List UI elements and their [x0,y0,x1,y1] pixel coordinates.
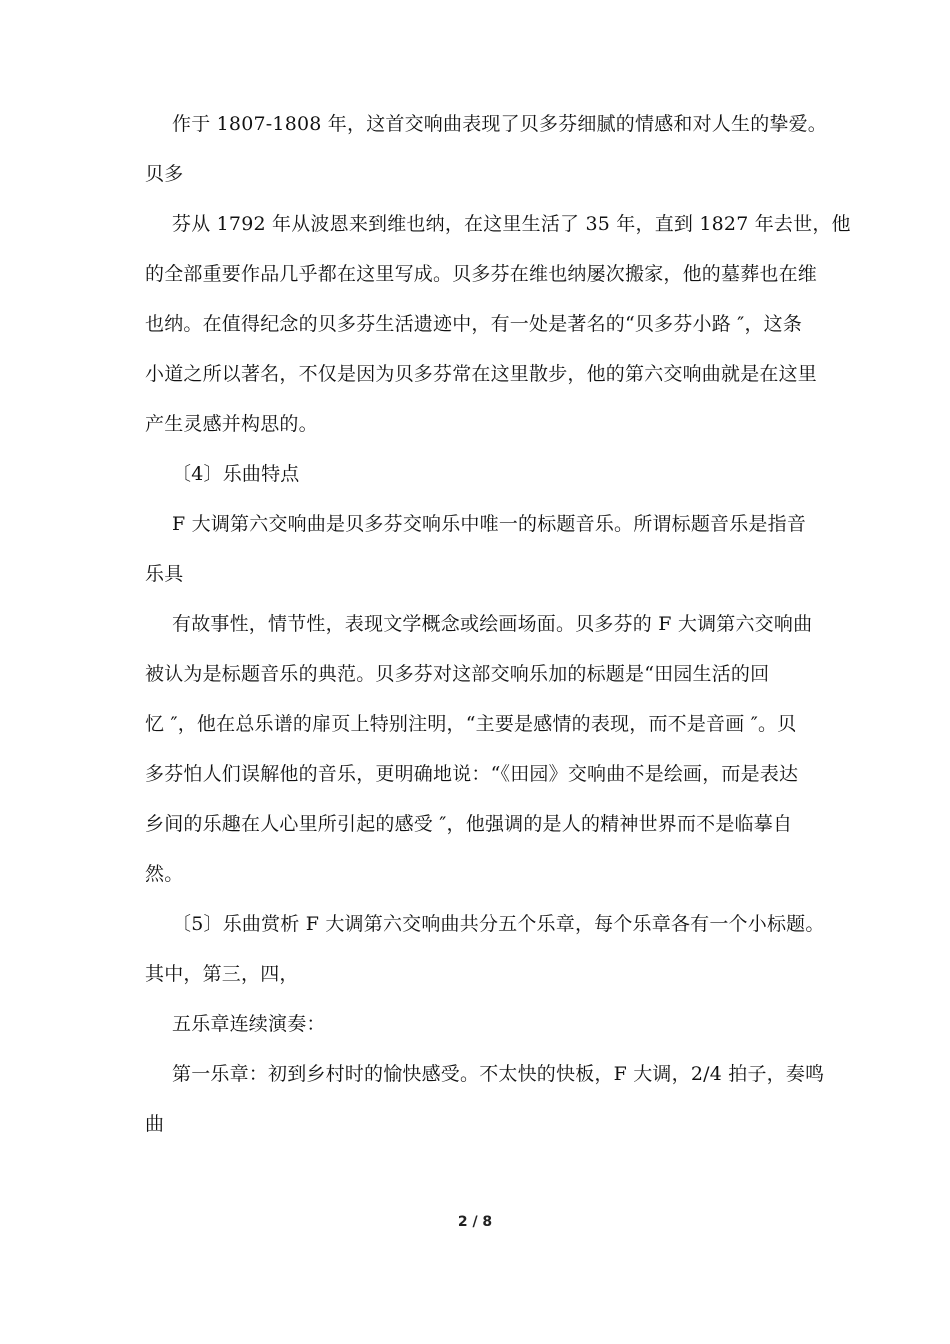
text-line: 的全部重要作品几乎都在这里写成。贝多芬在维也纳屡次搬家，他的墓葬也在维 [145,263,818,285]
text-line: 曲 [145,1113,165,1135]
page-number: 2 / 8 [457,1214,493,1230]
section-heading: 〔4〕乐曲特点 [172,463,300,485]
text-line: 产生灵感并构思的。 [145,413,318,435]
text-line: 乐具 [145,563,184,585]
text-line: 小道之所以著名，不仅是因为贝多芬常在这里散步，他的第六交响曲就是在这里 [145,363,818,385]
text-line: 也纳。在值得纪念的贝多芬生活遗迹中，有一处是著名的“贝多芬小路 ″，这条 [145,313,803,335]
text-line: 多芬怕人们误解他的音乐，更明确地说：“《田园》交响曲不是绘画，而是表达 [145,763,799,785]
section-heading: 〔5〕乐曲赏析 F 大调第六交响曲共分五个乐章，每个乐章各有一个小标题。 [172,913,825,935]
text-line: 乡间的乐趣在人心里所引起的感受 ″，他强调的是人的精神世界而不是临摹自 [145,813,793,835]
text-line: 然。 [145,863,184,885]
text-line: 忆 ″，他在总乐谱的扉页上特别注明，“主要是感情的表现，而不是音画 ″。贝 [145,713,797,735]
text-line: 芬从 1792 年从波恩来到维也纳，在这里生活了 35 年，直到 1827 年去世，他 [172,213,851,235]
text-line: F 大调第六交响曲是贝多芬交响乐中唯一的标题音乐。所谓标题音乐是指音 [172,513,807,535]
text-line: 贝多 [145,163,184,185]
text-line: 五乐章连续演奏： [172,1013,326,1035]
text-line: 有故事性，情节性，表现文学概念或绘画场面。贝多芬的 F 大调第六交响曲 [172,613,813,635]
text-line: 第一乐章：初到乡村时的愉快感受。不太快的快板，F 大调，2/4 拍子，奏鸣 [172,1063,825,1085]
text-line: 作于 1807-1808 年，这首交响曲表现了贝多芬细腻的情感和对人生的挚爱。 [172,113,828,135]
text-line: 被认为是标题音乐的典范。贝多芬对这部交响乐加的标题是“田园生活的回 [145,663,770,685]
text-line: 其中，第三，四， [145,963,299,985]
